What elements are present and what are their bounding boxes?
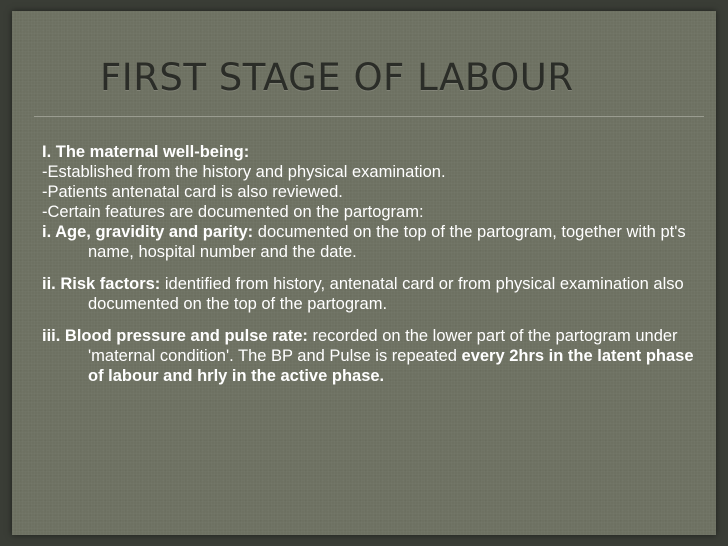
slide-title: FIRST STAGE OF LABOUR <box>100 56 574 99</box>
item-text: recorded on the lower part of the partogram under 'maternal condition'. The BP and Pulse is repeated <box>88 327 678 365</box>
item-emphasis: every 2hrs in the latent phase of labour and hrly in the active phase. <box>88 347 694 385</box>
intro-line-2: -Patients antenatal card is also reviewed. <box>42 183 343 201</box>
item-age-gravidity-parity <box>42 222 712 262</box>
section-heading: I. The maternal well-being: <box>42 143 250 161</box>
intro-line-1: -Established from the history and physical examination. <box>42 163 446 181</box>
item-text: identified from history, antenatal card or from physical examination also documented on the top of the partogram. <box>88 275 684 313</box>
slide-content <box>42 142 712 386</box>
slide <box>12 11 716 535</box>
item-label: iii. Blood pressure and pulse rate: <box>42 327 308 345</box>
item-risk-factors <box>42 274 712 314</box>
item-label: i. Age, gravidity and parity: <box>42 223 254 241</box>
title-divider <box>34 116 704 117</box>
item-label: ii. Risk factors: <box>42 275 161 293</box>
item-blood-pressure-pulse <box>42 326 712 386</box>
intro-line-3: -Certain features are documented on the partogram: <box>42 203 424 221</box>
item-text: documented on the top of the partogram, together with pt's name, hospital number and the date. <box>88 223 686 261</box>
